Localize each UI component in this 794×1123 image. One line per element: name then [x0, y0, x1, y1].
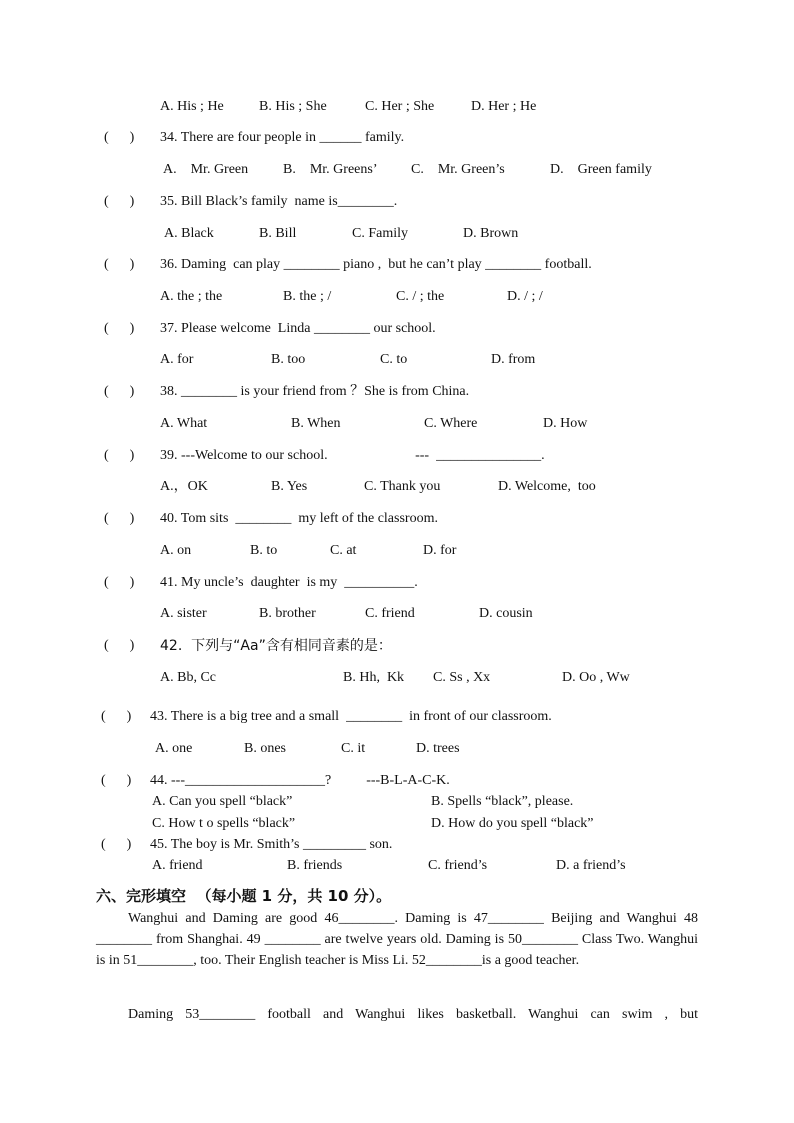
section-heading: 六、完形填空 （每小题 1 分，共 10 分）。: [96, 887, 392, 905]
q33-option-a: A. His ; He: [160, 99, 224, 114]
option-b: B. Bill: [259, 226, 297, 241]
option-c: C. How t o spells “black”: [152, 816, 296, 831]
option-c: C. / ; the: [396, 289, 445, 304]
option-c: C. Where: [424, 416, 478, 431]
option-b: B. Spells “black”, please.: [431, 794, 574, 809]
question-text: 36. Daming can play ________ piano , but he can’t play ________ football.: [160, 257, 592, 272]
answer-paren[interactable]: ( ): [104, 384, 135, 399]
option-a: A. What: [160, 416, 208, 431]
option-c: C. Ss , Xx: [433, 670, 491, 685]
option-b: B. too: [271, 352, 306, 367]
question-text: 43. There is a big tree and a small ________ in front of our classroom.: [150, 709, 552, 724]
option-b: B. the ; /: [283, 289, 332, 304]
option-a: A. Can you spell “black”: [152, 794, 293, 809]
option-c: C. it: [341, 741, 366, 756]
option-a: A. the ; the: [160, 289, 223, 304]
q33-option-d: D. Her ; He: [471, 99, 537, 114]
option-d: D. How do you spell “black”: [431, 816, 594, 831]
option-d: D. How: [543, 416, 588, 431]
answer-paren[interactable]: ( ): [104, 448, 135, 463]
answer-paren[interactable]: ( ): [104, 511, 135, 526]
question-text: 35. Bill Black’s family name is________.: [160, 194, 398, 209]
option-a: A. for: [160, 352, 194, 367]
question-text: 37. Please welcome Linda ________ our school.: [160, 321, 436, 336]
cloze-paragraph-1: Wanghui and Daming are good 46________. Daming is 47________ Beijing and Wanghui 48 ________ from Shanghai. 49 ________ are twelve years old. Daming is 50________ Class Two. Wanghui is in 51________, too. Their English teacher is Miss Li. 52________is a good teacher.: [96, 911, 698, 968]
option-b: B. Mr. Greens’: [283, 162, 378, 177]
q33-option-b: B. His ; She: [259, 99, 327, 114]
option-c: C. at: [330, 543, 357, 558]
answer-paren[interactable]: ( ): [104, 321, 135, 336]
option-c: C. friend’s: [428, 858, 488, 873]
option-b: B. ones: [244, 741, 286, 756]
option-c: C. Mr. Green’s: [411, 162, 505, 177]
option-c: C. friend: [365, 606, 415, 621]
q33-option-c: C. Her ; She: [365, 99, 435, 114]
option-c: C. Thank you: [364, 479, 441, 494]
answer-paren[interactable]: ( ): [101, 837, 132, 852]
option-a: A. Black: [164, 226, 214, 241]
option-a: A. on: [160, 543, 192, 558]
option-b: B. Yes: [271, 479, 308, 494]
option-d: D. Oo , Ww: [562, 670, 630, 685]
option-d: D. from: [491, 352, 536, 367]
option-d: D. cousin: [479, 606, 533, 621]
answer-paren[interactable]: ( ): [104, 194, 135, 209]
question-text: 40. Tom sits ________ my left of the classroom.: [160, 511, 438, 526]
option-b: B. Hh, Kk: [343, 670, 405, 685]
answer-paren[interactable]: ( ): [104, 638, 135, 653]
option-d: D. Brown: [463, 226, 519, 241]
option-b: B. When: [291, 416, 341, 431]
question-text: 38. ________ is your friend from ？She is from China.: [160, 384, 470, 399]
option-b: B. friends: [287, 858, 343, 873]
question-text: 34. There are four people in ______ family.: [160, 130, 405, 145]
option-d: D. Welcome, too: [498, 479, 596, 494]
question-text: 44. ---____________________? ---B-L-A-C-K.: [150, 773, 450, 788]
question-text: 39. ---Welcome to our school. --- _______________.: [160, 448, 545, 463]
option-d: D. for: [423, 543, 457, 558]
option-d: D. a friend’s: [556, 858, 626, 873]
option-a: A. Mr. Green: [163, 162, 249, 177]
question-text: 42. 下列与“Aa”含有相同音素的是：: [160, 638, 392, 654]
option-a: A. Bb, Cc: [160, 670, 216, 685]
option-b: B. brother: [259, 606, 316, 621]
option-d: D. trees: [416, 741, 460, 756]
option-a: A. sister: [160, 606, 207, 621]
answer-paren[interactable]: ( ): [104, 575, 135, 590]
cloze-paragraph-2: Daming 53________ football and Wanghui likes basketball. Wanghui can swim , but: [128, 1007, 698, 1022]
option-c: C. Family: [352, 226, 409, 241]
option-d: D. Green family: [550, 162, 652, 177]
option-d: D. / ; /: [507, 289, 543, 304]
answer-paren[interactable]: ( ): [101, 773, 132, 788]
answer-paren[interactable]: ( ): [104, 257, 135, 272]
option-c: C. to: [380, 352, 408, 367]
question-text: 41. My uncle’s daughter is my __________.: [160, 575, 418, 590]
option-a: A. one: [155, 741, 193, 756]
option-a: A.，OK: [160, 479, 208, 494]
answer-paren[interactable]: ( ): [101, 709, 132, 724]
option-b: B. to: [250, 543, 278, 558]
option-a: A. friend: [152, 858, 203, 873]
question-text: 45. The boy is Mr. Smith’s _________ son.: [150, 837, 393, 852]
answer-paren[interactable]: ( ): [104, 130, 135, 145]
